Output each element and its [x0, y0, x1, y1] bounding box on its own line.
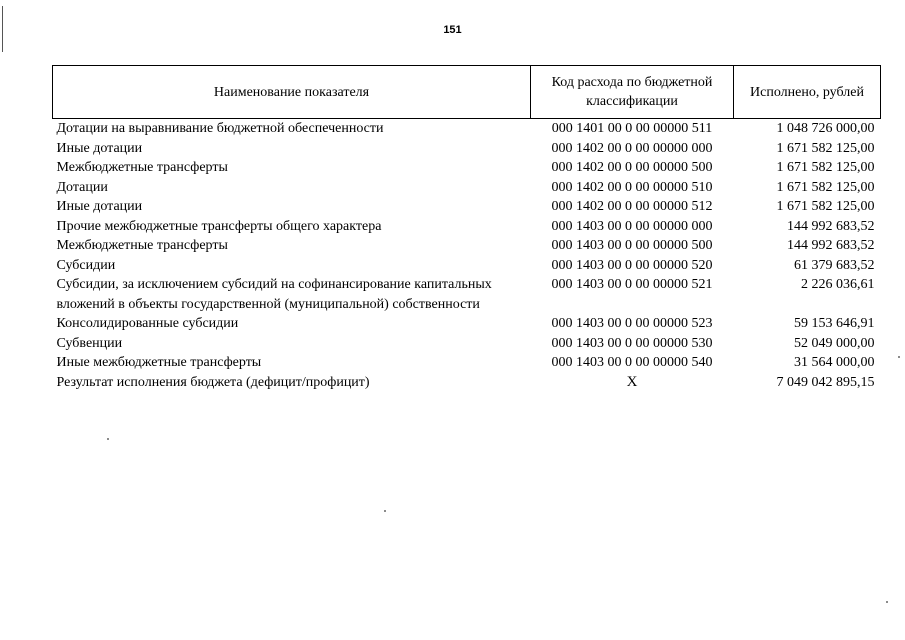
page-number: 151 — [443, 24, 462, 36]
table-row — [53, 334, 881, 354]
row-name-cell: Межбюджетные трансферты — [56, 238, 228, 253]
table-row — [53, 197, 881, 217]
row-name-cell: Дотации на выравнивание бюджетной обеспеченности — [56, 121, 384, 136]
row-value-cell: 144 992 683,52 — [787, 218, 875, 234]
row-name-cell: Иные дотации — [56, 140, 143, 156]
row-code-cell: 000 1403 00 0 00 00000 000 — [551, 218, 713, 234]
row-value-cell: 59 153 646,91 — [794, 316, 875, 331]
row-value-cell: 1 671 582 125,00 — [776, 140, 875, 156]
row-name-cell: Дотации — [56, 179, 108, 195]
row-value-cell: 52 049 000,00 — [794, 335, 875, 351]
table-row — [53, 275, 881, 314]
row-name-cell: Иные межбюджетные трансферты — [56, 355, 262, 370]
row-name-cell: Межбюджетные трансферты — [56, 160, 228, 175]
row-value-cell: 144 992 683,52 — [787, 238, 875, 253]
row-code-cell: 000 1402 00 0 00 00000 500 — [551, 160, 713, 175]
scan-speck — [107, 438, 109, 440]
table-row — [53, 119, 881, 139]
row-value-cell: 7 049 042 895,15 — [776, 374, 875, 390]
row-name-cell: Иные дотации — [56, 199, 143, 214]
row-code-cell: 000 1401 00 0 00 00000 511 — [551, 121, 713, 136]
table-row — [53, 236, 881, 256]
header-classification-code: Код расхода по бюджетной классификации — [531, 66, 734, 119]
table-row — [53, 158, 881, 178]
row-value-cell: 31 564 000,00 — [794, 355, 875, 370]
scan-speck — [384, 510, 386, 512]
row-code-cell: 000 1403 00 0 00 00000 521 — [551, 277, 713, 292]
table-row — [53, 353, 881, 373]
row-name-cell: Субвенции — [56, 335, 123, 351]
scan-speck — [886, 601, 888, 603]
table-row — [53, 217, 881, 237]
row-value-cell: 61 379 683,52 — [794, 257, 875, 273]
table-row — [53, 178, 881, 198]
budget-execution-table — [52, 65, 881, 392]
row-value-cell: 1 671 582 125,00 — [776, 160, 875, 175]
row-name-cell: Результат исполнения бюджета (дефицит/профицит) — [56, 374, 370, 390]
row-value-cell: 1 671 582 125,00 — [776, 199, 875, 214]
table-row — [53, 139, 881, 159]
row-name-cell: Прочие межбюджетные трансферты общего характера — [56, 218, 382, 234]
row-value-cell: 1 671 582 125,00 — [776, 179, 875, 195]
row-code-cell: 000 1402 00 0 00 00000 000 — [551, 140, 713, 156]
row-name-cell: Субсидии, за исключением субсидий на софинансирование капитальных вложений в объекты государственной (муниципальной) собственности — [56, 277, 492, 312]
table-row — [53, 373, 881, 393]
row-name-cell: Субсидии — [56, 257, 116, 273]
row-value-cell: 2 226 036,61 — [801, 277, 875, 292]
row-code-cell: 000 1403 00 0 00 00000 523 — [551, 316, 713, 331]
scan-speck — [898, 356, 900, 358]
row-code-cell: 000 1403 00 0 00 00000 520 — [551, 257, 713, 273]
row-code-cell: 000 1403 00 0 00 00000 500 — [551, 238, 713, 253]
table-row — [53, 314, 881, 334]
row-name-cell: Консолидированные субсидии — [56, 316, 239, 331]
row-code-cell: 000 1402 00 0 00 00000 512 — [551, 199, 713, 214]
row-code-cell: X — [626, 373, 638, 390]
table-header-row — [53, 66, 881, 119]
row-value-cell: 1 048 726 000,00 — [776, 121, 875, 136]
row-code-cell: 000 1402 00 0 00 00000 510 — [551, 179, 713, 195]
row-code-cell: 000 1403 00 0 00 00000 530 — [551, 335, 713, 351]
row-code-cell: 000 1403 00 0 00 00000 540 — [551, 355, 713, 370]
header-executed-amount: Исполнено, рублей — [734, 66, 881, 119]
header-indicator-name: Наименование показателя — [53, 66, 531, 119]
table-row — [53, 256, 881, 276]
